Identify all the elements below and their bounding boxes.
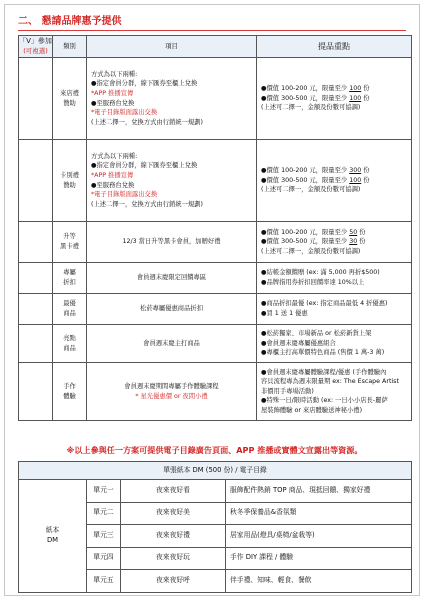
- dm-unit: 單元四: [87, 547, 121, 570]
- table-row: [19, 363, 412, 421]
- dm-unit-theme: 伴手禮、知味、輕食、餐飲: [226, 570, 412, 593]
- dm-unit-theme: 服飾配件熱銷 TOP 商品、現抵回饋、獨家好禮: [226, 480, 412, 503]
- dm-unit-name: 夜來夜好美: [121, 502, 226, 525]
- item-cell: 松菸專屬優惠商品折扣: [87, 294, 257, 325]
- dm-unit-theme: 居家用品(燈具/桌椅/盆栽等): [226, 525, 412, 548]
- document-page: [4, 4, 420, 596]
- table-row: [19, 325, 412, 363]
- table-row: [19, 263, 412, 294]
- resource-notice: ※以上參與任一方案可提供電子目錄廣告頁面、APP 推播或實體文宣露出等資源。: [66, 445, 363, 455]
- category-cell: 卡別禮 贊助: [53, 140, 87, 222]
- dm-unit-name: 夜來夜好玩: [121, 547, 226, 570]
- category-cell: 專屬 折扣: [53, 263, 87, 294]
- item-cell: 12/3 當日升等黑卡會員，加贈好禮: [87, 222, 257, 263]
- gift-cell: ●結帳金額饋贈 (ex: 滿 5,000 再折$500) ●品牌指用券折扣回饋率達 10%以上: [257, 263, 412, 294]
- dm-unit: 單元二: [87, 502, 121, 525]
- participate-checkbox-cell[interactable]: [19, 325, 53, 363]
- category-cell: 手作 體驗: [53, 363, 87, 421]
- participate-checkbox-cell[interactable]: [19, 140, 53, 222]
- participate-checkbox-cell[interactable]: [19, 222, 53, 263]
- dm-row: [19, 480, 412, 503]
- gift-cell: ●會員週末慶專屬體驗課程/優惠 (手作體驗內 容貝流程專為週末限量期 ex: The Escape Artist 非價用手專場活動) ●特殊一日/限時活動 (ex: 一日小小店長-麗萨 屋裝飾體驗 or 來店體驗送神秘小禮): [257, 363, 412, 421]
- dm-unit-name: 夜來夜好禮: [121, 525, 226, 548]
- participate-checkbox-cell[interactable]: [19, 363, 53, 421]
- item-cell: 方式為以下兩種: ●指定會員分群，線下匯券至櫃上兌換 *APP 推播宣傳 ●至服務台兌換 *電子目錄版面露出交換 (上述二擇一，兌換方式由行銷統一規劃): [87, 140, 257, 222]
- dm-title: 單張紙本 DM (500 份) / 電子目錄: [19, 462, 412, 480]
- dm-unit-theme: 手作 DIY 課程 / 體驗: [226, 547, 412, 570]
- sponsorship-table: [18, 35, 411, 421]
- item-cell: 會員週末慶主打商品: [87, 325, 257, 363]
- table-row: [19, 294, 412, 325]
- v-participate-header: 「V」參加 (可複選): [19, 36, 53, 58]
- gift-cell: ●價值 100-200 元，限量至少 100 份 ●價值 300-500 元，限量至少 100 份 (上述可二擇一，金額及份數可協調): [257, 58, 412, 140]
- dm-unit-name: 夜來夜好呼: [121, 570, 226, 593]
- dm-unit: 單元三: [87, 525, 121, 548]
- category-cell: 亮點 商品: [53, 325, 87, 363]
- category-cell: 最優 商品: [53, 294, 87, 325]
- table-row: [19, 222, 412, 263]
- item-cell: 方式為以下兩種: ●指定會員分群，線下匯券至櫃上兌換 *APP 推播宣傳 ●至服務台兌換 *電子目錄版面露出交換 (上述二擇一，兌換方式由行銷統一規劃): [87, 58, 257, 140]
- dm-unit-name: 夜來夜好看: [121, 480, 226, 503]
- dm-unit-theme: 秋冬季保養品&香氛類: [226, 502, 412, 525]
- section-heading: 二、 懇請品牌惠予提供: [18, 15, 406, 31]
- item-cell: 會員週末慶期間專屬手作體驗課程 * 星光優惠價 or 夜間小禮: [87, 363, 257, 421]
- table-row: [19, 140, 412, 222]
- table-header-row: [19, 36, 412, 58]
- item-header: 項目: [87, 36, 257, 58]
- participate-checkbox-cell[interactable]: [19, 58, 53, 140]
- dm-label: 紙本 DM: [19, 480, 87, 593]
- dm-unit: 單元五: [87, 570, 121, 593]
- gift-cell: ●價值 100-200 元，限量至少 300 份 ●價值 300-500 元，限量至少 100 份 (上述可二擇一，金額及份數可協調): [257, 140, 412, 222]
- dm-header-row: [19, 462, 412, 480]
- participate-checkbox-cell[interactable]: [19, 263, 53, 294]
- gift-cell: ●商品折扣最優 (ex: 指定商品最低 4 折優惠) ●買 1 送 1 優惠: [257, 294, 412, 325]
- category-cell: 來店禮 贊助: [53, 58, 87, 140]
- category-cell: 升等 黑卡禮: [53, 222, 87, 263]
- gift-header: 提品重點: [257, 36, 412, 58]
- category-header: 類別: [53, 36, 87, 58]
- dm-unit: 單元一: [87, 480, 121, 503]
- gift-cell: ●價值 100-200 元，限量至少 50 份 ●價值 300-500 元，限量至少 30 份 (上述可二擇一，金額及份數可協調): [257, 222, 412, 263]
- dm-table: [18, 461, 411, 593]
- table-row: [19, 58, 412, 140]
- item-cell: 會員週末慶限定回饋專區: [87, 263, 257, 294]
- participate-checkbox-cell[interactable]: [19, 294, 53, 325]
- gift-cell: ●松菸獨家、市場新品 or 松菸新貨上架 ●會員週末慶專屬優惠組合 ●專櫃主打高單價特色商品 (售價 1 萬-3 萬): [257, 325, 412, 363]
